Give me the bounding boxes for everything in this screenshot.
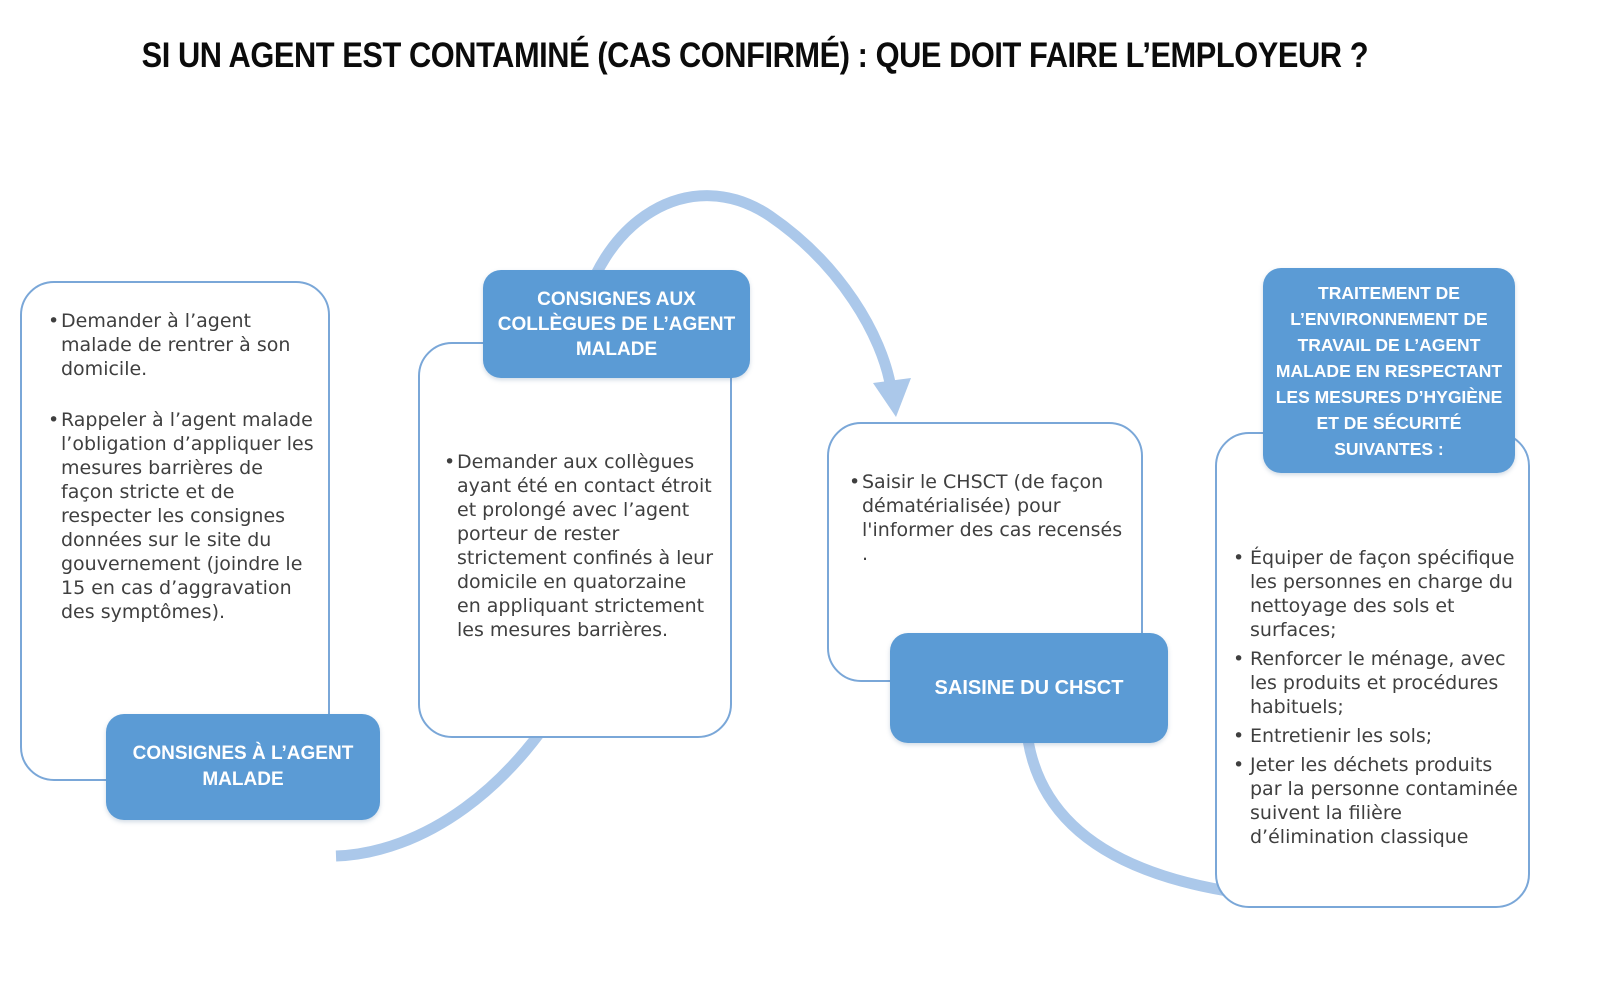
bullet-item: • Entretienir les sols;	[1233, 724, 1520, 748]
label-text: SAISINE DU CHSCT	[934, 676, 1124, 699]
bullet-item: • Rappeler à l’agent malade l’obligation d’appliquer les mesures barrières de façon stricte et de respecter les consignes données sur le site du gouvernement (joindre le 15 en cas d’aggravation des symptômes).	[48, 408, 314, 624]
bullet-item: • Renforcer le ménage, avec les produits et procédures habituels;	[1233, 647, 1520, 719]
page-title: SI UN AGENT EST CONTAMINÉ (CAS CONFIRMÉ) : QUE DOIT FAIRE L’EMPLOYEUR ?	[141, 36, 1369, 75]
bullet-item: • Demander aux collègues ayant été en contact étroit et prolongé avec l’agent porteur de rester strictement confinés à leur domicile en quatorzaine en appliquant strictement les mesures barrières.	[444, 450, 714, 642]
content-box-traitement-environnement	[1215, 432, 1530, 908]
label-box-traitement-environnement	[1263, 268, 1515, 473]
bullet-item: • Équiper de façon spécifique les personnes en charge du nettoyage des sols et surfaces;	[1233, 546, 1520, 642]
bullet-item: • Jeter les déchets produits par la personne contaminée suivent la filière d’élimination classique	[1233, 753, 1520, 849]
bullet-item: • Saisir le CHSCT (de façon dématérialisée) pour l'informer des cas recensés .	[849, 470, 1127, 566]
label-box-consignes-agent-malade	[106, 714, 380, 820]
bullet-list	[1217, 434, 1528, 849]
label-text: CONSIGNES À L’AGENT MALADE	[132, 743, 354, 790]
arrowhead-icon	[873, 378, 911, 417]
label-box-saisine-chsct	[890, 633, 1168, 743]
arc-3-to-4	[1028, 740, 1240, 893]
label-text: TRAITEMENT DE L’ENVIRONNEMENT DE TRAVAIL DE L’AGENT MALADE EN RESPECTANT LES MESURES D’HYGIÈNE ET DE SÉCURITÉ SUIVANTES :	[1275, 282, 1503, 459]
content-box-consignes-collegues	[418, 342, 732, 738]
label-box-consignes-collegues	[483, 270, 750, 378]
bullet-item: • Demander à l’agent malade de rentrer à son domicile.	[48, 309, 314, 381]
bullet-list	[22, 283, 328, 624]
bullet-list	[420, 344, 730, 642]
content-box-consignes-agent-malade	[20, 281, 330, 781]
bullet-list	[829, 424, 1141, 566]
label-text: CONSIGNES AUX COLLÈGUES DE L’AGENT MALADE	[497, 288, 736, 360]
